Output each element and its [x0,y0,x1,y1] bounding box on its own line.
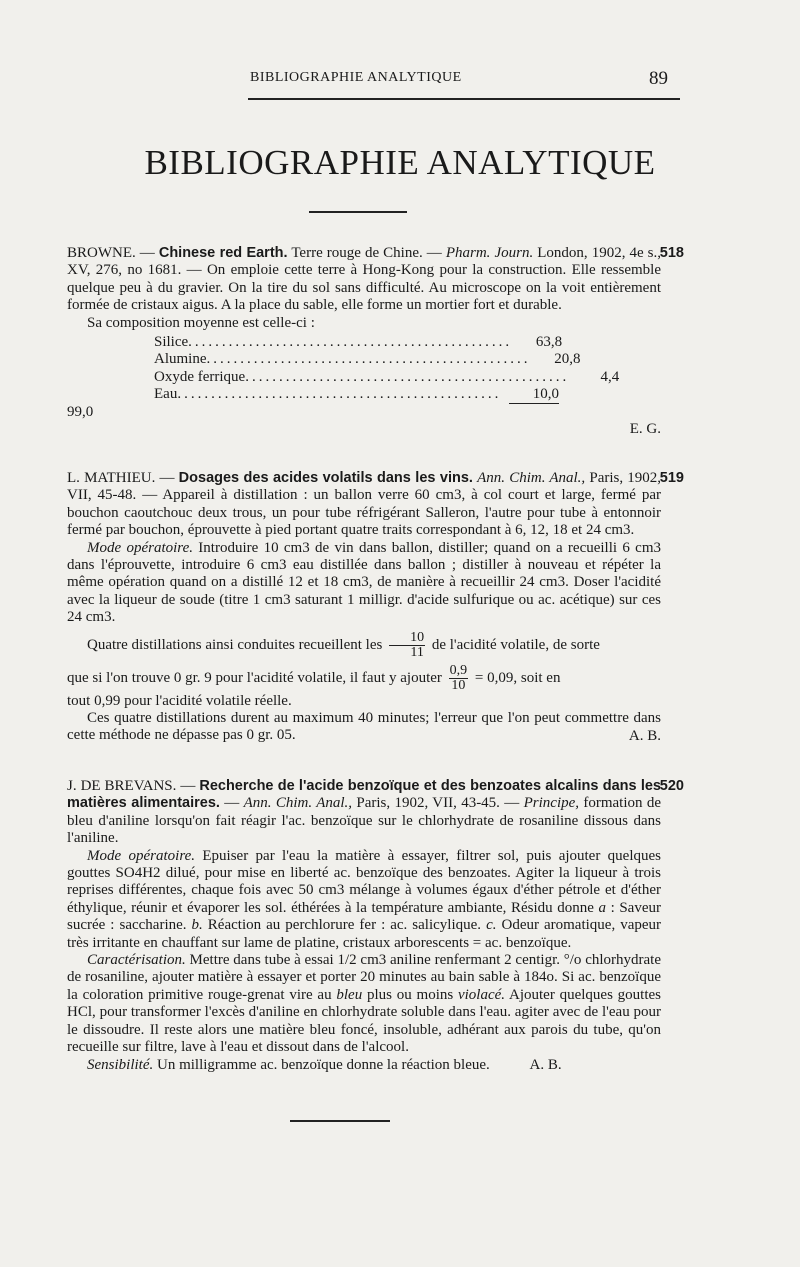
composition-intro: Sa composition moyenne est celle-ci : [87,314,315,331]
running-head: BIBLIOGRAPHIE ANALYTIQUE [250,70,462,85]
title-rule [309,211,407,213]
entry-text: Terre rouge de Chine. — [287,245,446,261]
entry-text: formation de bleu d'aniline lorsqu'on fait réagir l'ac. benzoïque sur le chlorhydrate de rosaniline dissous dans l'aniline. [67,795,662,847]
entry-text: Odeur aromatique, vapeur très irritante en chauffant sur lame de platine, cristaux arborescents = ac. benzoïque. [67,917,662,951]
fraction-line [67,631,661,660]
component-value: 10,0 [509,386,559,403]
entry-text: Ajouter quelques gouttes HCl, pour transformer l'excès d'aniline en chlorhydrate soluble dans l'eau. agiter avec de l'eau pour le dissoudre. Il reste alors une matière bleu foncé, insoluble, adhérant aux parois du tube, qu'on recueille sur filtre, lave à l'eau et dissout dans de l'alcool. [67,986,662,1056]
section-label: Mode opératoire. [87,539,193,556]
entry-text: Réaction au perchlorure fer : ac. salicylique. [202,917,482,934]
leader-dots: ................................................ [206,351,531,368]
composition-total: 99,0 [67,403,94,420]
journal-name: Ann. Chim. Anal., [243,795,353,812]
composition-row [154,351,581,368]
entry-signature: A. B. [628,727,661,744]
entry-author: J. DE BREVANS. — [67,778,196,794]
composition-table [154,334,620,404]
leader-dots: ................................................ [177,386,502,403]
component-name: Eau [154,386,178,403]
fraction-numerator: 10 [389,631,425,646]
item-label: a [598,899,606,916]
entry-text: = 0,09, soit en [474,669,561,686]
item-label: c. [486,917,497,934]
component-value: 20,8 [554,351,581,368]
entry-signature: A. B. [529,1056,562,1073]
component-name: Oxyde ferrique [154,368,246,385]
entry-text: — [219,795,244,812]
entry-text: de l'acidité volatile, de sorte [431,636,600,653]
entry-text: : Saveur sucrée : saccharine. [67,899,661,934]
fraction [449,664,469,693]
entry-text: Un milligramme ac. benzoïque donne la réaction bleue. [153,1056,490,1073]
entry-signature: E. G. [629,421,661,437]
fraction-line [67,664,661,693]
section-label: Mode opératoire. [87,847,196,864]
header-rule [248,98,680,100]
entry-number: 519 [659,470,684,486]
leader-dots: ................................................ [245,368,570,385]
entry-text: plus ou moins [362,986,454,1003]
page-title: BIBLIOGRAPHIE ANALYTIQUE [144,143,656,182]
entry-520 [67,778,684,1074]
entry-author: L. MATHIEU. — [67,470,175,486]
journal-name: Pharm. Journ. [445,245,534,261]
footer-rule [290,1120,390,1122]
entry-text: Epuiser par l'eau la matière à essayer, filtrer sol, puis ajouter quelques gouttes SO4H2 dilué, pour mise en liberté ac. benzoïque des benzoates. Agiter la liqueur à trois reprises différentes, chaque fois avec 50 cm3 mélange à volumes égaux d'éther pétrole et d'éther éthylique, réunir et évaporer les sol. éthérées à la température ambiante, Résidu donne [67,847,662,916]
section-label: Caractérisation. [87,952,186,969]
page-number: 89 [649,68,668,89]
emphasis: violacé. [457,986,506,1003]
component-value: 4,4 [600,368,620,385]
composition-row [154,386,559,403]
entry-text: Quatre distillations ainsi conduites recueillent les [87,636,383,653]
entry-title: Chinese red Earth. [158,245,288,261]
section-label: Principe, [523,795,580,812]
entry-text: que si l'on trouve 0 gr. 9 pour l'acidité volatile, il faut y ajouter [67,669,442,686]
entry-text: Ces quatre distillations durent au maximum 40 minutes; l'erreur que l'on peut commettre dans cette méthode ne dépasse pas 0 gr. 05. [67,710,661,744]
item-label: b. [191,917,203,934]
entry-text: Introduire 10 cm3 de vin dans ballon, distiller; quand on a recueilli 6 cm3 dans l'éprouvette, introduire 6 cm3 eau distillée dans ballon ; distiller à nouveau et répéter la même opération quand on a distillé 12 et 18 cm3, de manière à recueillir 24 cm3. Doser l'acidité avec la liqueur de soude (titre 1 cm3 saturant 1 milligr. d'acide sulfurique ou ac. acétique) sur ces 24 cm3. [67,539,661,626]
composition-row [154,368,620,386]
composition-row [154,334,563,351]
entry-number: 518 [659,245,684,261]
fraction-denominator: 10 [451,677,466,693]
component-name: Alumine [154,351,207,368]
entry-number: 520 [659,778,684,794]
entry-518 [67,245,684,438]
entry-author: BROWNE. — [67,245,155,261]
component-value: 63,8 [535,334,563,351]
component-name: Silice [154,334,189,351]
entry-title: Dosages des acides volatils dans les vins. [178,470,473,486]
fraction [389,631,425,660]
fraction-denominator: 11 [410,644,424,660]
entry-text: London, 1902, 4e s., XV, 276, no 1681. — On emploie cette terre à Hong-Kong pour la construction. Elle ressemble quelque peu à du gravier. On la tire du sol sans difficulté. Au microscope on la voit entièrement formée de cristaux aigus. A la place du sable, elle forme un mortier fort et durable. [67,245,662,314]
section-label: Sensibilité. [87,1056,154,1073]
entry-text: tout 0,99 pour l'acidité volatile réelle. [67,692,292,709]
entry-text: Mettre dans tube à essai 1/2 cm3 aniline renfermant 2 centigr. °/o chlorhydrate de rosaniline, ajouter matière à essayer et porter 20 minutes au bain sable à 184o. Si ac. benzoïque la coloration primitive rouge-grenat vire au [67,952,661,1003]
entry-text: Paris, 1902, VII, 43-45. — [352,795,524,812]
entry-title: Recherche de l'acide benzoïque et des benzoates alcalins dans les matières alimentaires. [67,778,661,812]
journal-name: Ann. Chim. Anal., [477,470,586,486]
leader-dots: ................................................ [188,334,513,351]
emphasis: bleu [336,986,363,1003]
entry-text: Paris, 1902, VII, 45-48. — Appareil à distillation : un ballon verre 60 cm3, à col court et large, fermé par bouchon caoutchouc deux trous, un pour tube réfrigérant Salleron, l'autre pour tube à entonnoir fermé par bouchon, éprouvette à pied portant quatre traits correspondant à 6, 12, 18 et 24 cm3. [67,470,662,539]
entry-519 [67,470,684,745]
fraction-numerator: 0,9 [449,662,468,678]
